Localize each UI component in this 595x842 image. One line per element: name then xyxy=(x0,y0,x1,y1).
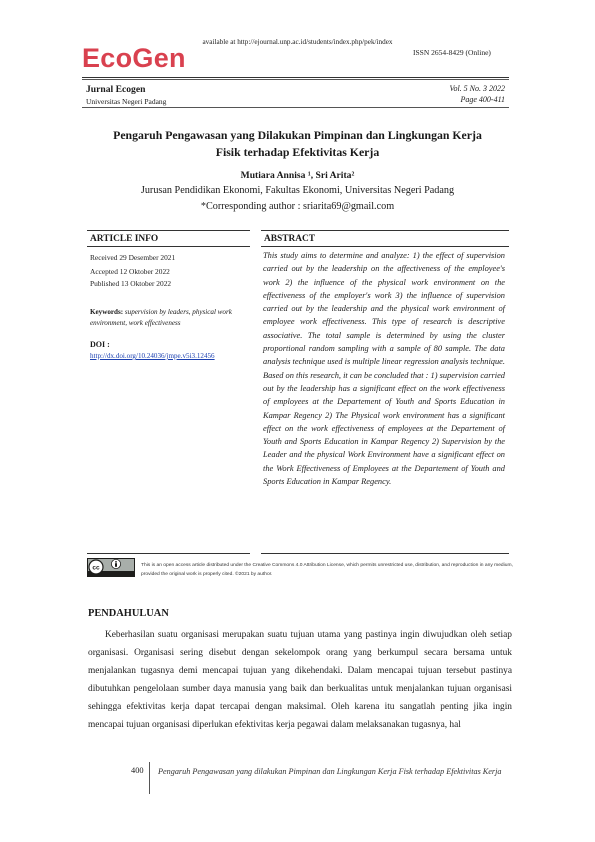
authors: Mutiara Annisa ¹, Sri Arita² xyxy=(240,170,355,181)
header-rule-top xyxy=(82,77,509,78)
corresponding-author: *Corresponding author : sriarita69@gmail.com xyxy=(200,201,395,212)
title-line-1: Pengaruh Pengawasan yang Dilakukan Pimpinan dan Lingkungan Kerja xyxy=(113,128,482,142)
page-range: Page 400-411 xyxy=(460,95,505,104)
abstract-rule-bottom xyxy=(261,553,509,554)
abstract-heading: ABSTRACT xyxy=(264,234,316,244)
ecogen-logo: EcoGen xyxy=(82,43,186,73)
abstract-rule-top xyxy=(261,230,509,231)
info-rule-mid xyxy=(87,246,250,247)
published-date: Published 13 Oktober 2022 xyxy=(90,279,172,288)
title-line-2: Fisik terhadap Efektivitas Kerja xyxy=(215,145,380,159)
issn-label: ISSN 2654-8429 (Online) xyxy=(413,48,491,57)
keywords-label: Keywords: xyxy=(90,308,124,316)
intro-paragraph: Keberhasilan suatu organisasi merupakan suatu tujuan utama yang pastinya ingin diwujudkan oleh setiap organisasi. Organisasi sering disebut dengan sekelompok orang yang berkumpul secara bersama untuk menjalankan tugasnya demi mencapai tujuan yang dikehendaki. Dalam mencapai tujuan tersebut pastinya dibutuhkan pengelolaan sumber daya manusia yang baik dan berkualitas untuk menjalankan tujuan organisasi sehingga efektivitas kerja dapat tercapai dengan maksimal. Oleh karena itu sangatlah penting jika ingin mencapai tujuan organisasi diperlukan efektivitas kerja pegawai dalam melaksanakan tugasnya, hal xyxy=(88,630,512,730)
doi-label: DOI : xyxy=(90,340,110,349)
university-name: Universitas Negeri Padang xyxy=(86,97,167,106)
keywords-value: supervision by leaders, physical work environment, work effectiveness xyxy=(90,308,232,327)
affiliation: Jurusan Pendidikan Ekonomi, Fakultas Ekonomi, Universitas Negeri Padang xyxy=(140,185,455,196)
doi-link[interactable]: http://dx.doi.org/10.24036/jmpe.v5i3.12456 xyxy=(90,352,215,360)
article-info-heading: ARTICLE INFO xyxy=(90,234,159,244)
journal-name: Jurnal Ecogen xyxy=(86,84,146,95)
info-rule-bottom xyxy=(87,553,250,554)
page-number: 400 xyxy=(131,766,144,775)
journal-url[interactable]: available at http://ejournal.unp.ac.id/students/index.php/pek/index xyxy=(202,38,393,46)
abstract-text: This study aims to determine and analyze: 1) the effect of supervision carried out by the leadership on the affectiveness of the employee's work 2) the influence of the physical work environment on the effectiveness of the employer's work 3) the influence of supervision carried out by the leadership and the physical work environment of employee work effectiveness. This type of research is descriptive associative. The total sample is determined by using the cluster proportional random sampling with a sample of 80 sample. The data analysis technique used is multiple linear regression analysis technique. Based on this research, it can be concluded that : 1) supervision carried out by the leadership has a significant effect on the work effectiveness of employees at the Departement of Youth and Sports Education in Kampar Regency 2) The Physical work environment has a significant effect on the work effectiveness of employees at the Departement of Youth and Sports Education in Kampar Regency 2) Supervision by the Leader and the physical Work Environment have a significant effect on the Work Effectiveness of Employees at the Departement of Youth and Sports Education in Kampar Regency. xyxy=(263,251,505,487)
abstract-rule-mid xyxy=(261,246,509,247)
license-text: This is an open access article distributed under the Creative Commons 4.0 Attribution License, which permits unrestricted use, distribution, and reproduction in any medium, provided the original work is properly cited. ©2021 by author. xyxy=(141,563,513,577)
footer-divider xyxy=(149,762,150,794)
cc-by-icon[interactable] xyxy=(87,558,135,577)
cc-badge-graphic xyxy=(87,558,135,577)
header-rule-bottom xyxy=(82,107,509,108)
keywords-block xyxy=(90,307,250,329)
accepted-date: Accepted 12 Oktober 2022 xyxy=(90,267,170,276)
volume-label: Vol. 5 No. 3 2022 xyxy=(449,84,505,93)
article-title xyxy=(82,127,513,161)
running-title: Pengaruh Pengawasan yang dilakukan Pimpinan dan Lingkungan Kerja Fisk terhadap Efektivitas Kerja xyxy=(158,767,502,776)
info-rule-top xyxy=(87,230,250,231)
section-heading: PENDAHULUAN xyxy=(88,608,169,619)
svg-text:cc: cc xyxy=(92,564,100,572)
received-date: Received 29 Desember 2021 xyxy=(90,253,176,262)
header-rule-top-thin xyxy=(82,79,509,80)
